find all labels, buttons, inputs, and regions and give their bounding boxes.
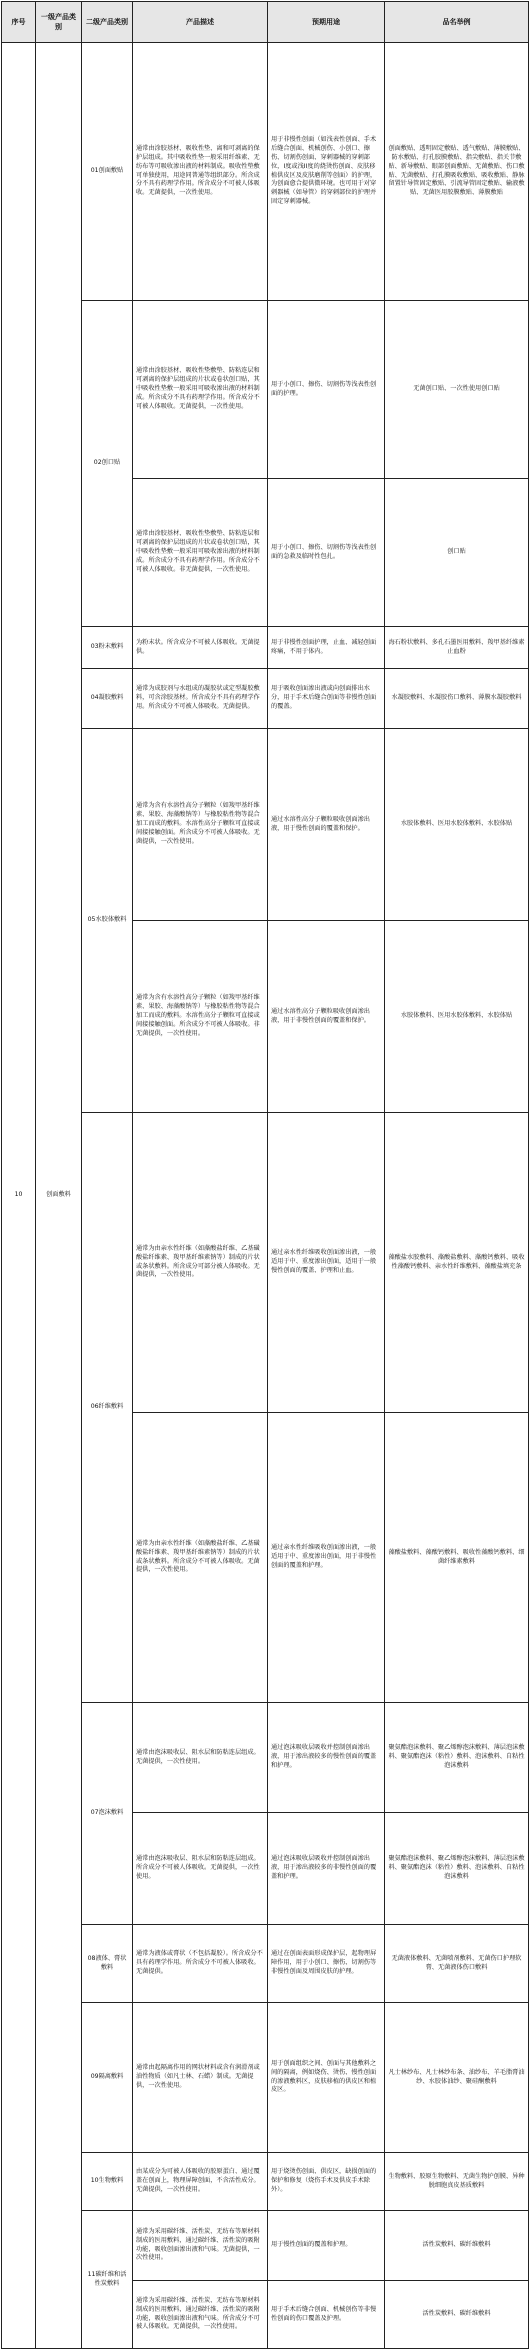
examples-cell: 凡士林纱布、凡士林纱布条、油纱布、羊毛脂膏油纱、水胶体油纱、聚硅酮敷料 <box>385 2003 529 2153</box>
examples-cell: 水胶体敷料、医用水胶体敷料、水胶体贴 <box>385 921 529 1113</box>
table-row <box>2 43 529 301</box>
table-row <box>2 1925 529 2003</box>
table-body <box>2 43 529 2349</box>
description-cell: 由某成分为可被人体吸收的胶原蛋白、通过覆盖在创面上，物理屏障创面，不含活性成分。无菌提供，一次性使用。 <box>133 2153 268 2211</box>
header-product-examples: 品名举例 <box>385 2 529 43</box>
description-cell: 为粉末状。所含成分不可被人体吸收。无菌提供。 <box>133 627 268 669</box>
table-row <box>2 627 529 669</box>
intended-use-cell: 用于创面组织之间、创面与其他敷料之间的隔离，例如烧伤、烫伤、慢性创面的渗液敷料区，皮肤移植的供皮区和植皮区。 <box>268 2003 385 2153</box>
header-intended-use: 预期用途 <box>268 2 385 43</box>
description-cell: 通常为采用碳纤维、活性炭、无纺布等原材料制成的医用敷料，通过碳纤维、活性炭的吸附功能，吸收创面渗出液和气味。所含成分不可被人体吸收。无菌提供，一次性使用。 <box>133 2281 268 2349</box>
header-level1-category: 一级产品类别 <box>36 2 82 43</box>
table-header-row <box>2 2 529 43</box>
level2-category-cell: 03粉末敷料 <box>82 627 133 669</box>
intended-use-cell: 通过亲水性纤维吸收创面渗出液，一般适用于中、重度渗出创面，适用于一般慢性创面的覆盖、护理和止血。 <box>268 1113 385 1413</box>
level2-category-cell: 06纤维敷料 <box>82 1113 133 1703</box>
description-cell: 通常由泡沫吸收层、阻水层和防粘连层组成。无菌提供，一次性使用。 <box>133 1703 268 1813</box>
intended-use-cell: 通过亲水性纤维吸收创面渗出液，一般适用于中、重度渗出创面，用于非慢性创面的覆盖和护理。 <box>268 1413 385 1703</box>
table-row <box>2 729 529 921</box>
table-row <box>2 669 529 729</box>
intended-use-cell: 用于非慢性创面护理，止血、减轻创面疼痛，不用于体内。 <box>268 627 385 669</box>
description-cell: 通常为液体或膏状（不包括凝胶）。所含成分不具有药理学作用。所含成分不可被人体吸收。无菌提供。 <box>133 1925 268 2003</box>
description-cell: 通常由涂胶基材、吸收性垫敷垫、防粘连层和可剥离的保护层组成的片状或卷状创口贴，其中吸收性垫敷一般采用可吸收渗出液的材料制成。所含成分不具有药理学作用。所含成分不可被人体吸收。无菌提供，一次性使用。 <box>133 301 268 479</box>
description-cell: 通常为含有水溶性高分子颗粒（如羧甲基纤维素、果胶、海藻酸钠等）与橡胶粘性物等混合加工而成的敷料。水溶性高分子颗粒可直接或间接接触创面。所含成分不可被人体吸收。非无菌提供，一次性使用。 <box>133 921 268 1113</box>
examples-cell: 创面敷贴、透明固定敷贴、透气敷贴、薄膜敷贴、防水敷贴、打孔胶膜敷贴、指尖敷贴、指关节敷贴、新导敷贴、眼部创面敷贴、无菌敷贴、伤口敷贴、无菌敷贴、打孔膜吸收敷贴、吸收敷贴、静脉留置针导管固定敷贴、引流导管固定敷贴、输液敷贴、无菌医用胶膜敷贴、薄膜敷贴 <box>385 43 529 301</box>
level2-category-cell: 01创面敷贴 <box>82 43 133 301</box>
examples-cell: 聚氨酯泡沫敷料、聚乙烯醇泡沫敷料、薄层泡沫敷料、聚氨酯泡沫（粘性）敷料、泡沫敷料、自粘性泡沫敷料 <box>385 1813 529 1925</box>
header-level2-category: 二级产品类别 <box>82 2 133 43</box>
table-row <box>2 301 529 479</box>
table-row <box>2 2211 529 2281</box>
description-cell: 通常为由亲水性纤维（如藻酸盐纤维、乙基磺酸盐纤维素、羧甲基纤维素钠等）制成的片状或条状敷料。所含成分不可被人体吸收。无菌提供，一次性使用。 <box>133 1413 268 1703</box>
table-row <box>2 2153 529 2211</box>
level2-category-cell: 10生物敷料 <box>82 2153 133 2211</box>
description-cell: 通常由起隔离作用的网状材料或含有润滑剂或油性物质（如凡士林、石蜡）制成。无菌提供，一次性使用。 <box>133 2003 268 2153</box>
level1-category-cell: 创面敷料 <box>36 43 82 2349</box>
examples-cell: 水凝胶敷料、水凝胶伤口敷料、薄膜水凝胶敷料 <box>385 669 529 729</box>
intended-use-cell: 用于慢性创面的覆盖和护理。 <box>268 2211 385 2281</box>
device-classification-table <box>1 1 529 2349</box>
examples-cell: 聚氨酯泡沫敷料、聚乙烯醇泡沫敷料、薄层泡沫敷料、聚氨酯泡沫（粘性）敷料、泡沫敷料、自粘性泡沫敷料 <box>385 1703 529 1813</box>
level2-category-cell: 07泡沫敷料 <box>82 1703 133 1925</box>
examples-cell: 无菌液体敷料、无菌喷剂敷料、无菌伤口护理软膏、无菌液体伤口敷料 <box>385 1925 529 2003</box>
description-cell: 通常为采用碳纤维、活性炭、无纺布等原材料制成的医用敷料，通过碳纤维、活性炭的吸附功能，吸收创面渗出液和气味。无菌提供，一次性使用。 <box>133 2211 268 2281</box>
level2-category-cell: 04凝胶敷料 <box>82 669 133 729</box>
intended-use-cell: 通过水溶性高分子颗粒吸收创面渗出液，用于慢性创面的覆盖和保护。 <box>268 729 385 921</box>
intended-use-cell: 用于非慢性创面（如浅表性创面、手术后缝合创面、机械创伤、小创口、擦伤、切割伤创面、穿刺器械的穿刺部位，I度或浅II度的烧烫伤创面、皮肤移植供皮区及皮肤磨削等创面）的护理，为创面愈合提供微环境。也可用于对穿刺器械（如导管）的穿刺部位的护理并固定穿刺器械。 <box>268 43 385 301</box>
level2-category-cell: 11碳纤维和活性炭敷料 <box>82 2211 133 2349</box>
table-row <box>2 1113 529 1413</box>
description-cell: 通常为由亲水性纤维（如藻酸盐纤维、乙基磺酸盐纤维素、羧甲基纤维素钠等）制成的片状或条状敷料。所含成分可部分被人体吸收。无菌提供，一次性使用。 <box>133 1113 268 1413</box>
intended-use-cell: 通过水溶性高分子颗粒吸收创面渗出液，用于非慢性创面的覆盖和保护。 <box>268 921 385 1113</box>
description-cell: 通常由涂胶基材、吸收性垫、离和可剥离的保护层组成。其中吸收性垫一般采用纤维素、无纺布等可吸收渗出液的材料制成。吸收性垫敷可单独使用，用途同普通等组织部分。所含成分不具有药理学作用。所含成分不可被人体吸收。无菌提供，一次性使用。 <box>133 43 268 301</box>
examples-cell: 生物敷料、胶原生物敷料、无菌生物护创膜、异种脱细胞真皮基质敷料 <box>385 2153 529 2211</box>
level2-category-cell: 08液体、膏状敷料 <box>82 1925 133 2003</box>
intended-use-cell: 通过泡沫吸收层吸收并控制创面渗出液，用于渗出液较多的非慢性创面的覆盖和护理。 <box>268 1813 385 1925</box>
examples-cell: 活性炭敷料、碳纤维敷料 <box>385 2211 529 2281</box>
level2-category-cell: 05水胶体敷料 <box>82 729 133 1113</box>
seq-cell: 10 <box>2 43 36 2349</box>
intended-use-cell: 用于手术后缝合创面、机械创伤等非慢性创面的伤口覆盖及护理。 <box>268 2281 385 2349</box>
intended-use-cell: 通过泡沫吸收层吸收并控制创面渗出液，用于渗出液较多的慢性创面的覆盖和护理。 <box>268 1703 385 1813</box>
header-product-description: 产品描述 <box>133 2 268 43</box>
table-row <box>2 1703 529 1813</box>
examples-cell: 水胶体敷料、医用水胶体敷料、水胶体贴 <box>385 729 529 921</box>
examples-cell: 藻酸盐水胶敷料、藻酸盐敷料、藻酸钙敷料、吸收性藻酸钙敷料、亲水性纤维敷料、藻酸盐填充条 <box>385 1113 529 1413</box>
examples-cell: 藻酸盐敷料、藻酸钙敷料、吸收性藻酸钙敷料、细菌纤维素敷料 <box>385 1413 529 1703</box>
description-cell: 通常为含有水溶性高分子颗粒（如羧甲基纤维素、果胶、海藻酸钠等）与橡胶粘性物等混合加工而成的敷料。水溶性高分子颗粒可直接或间接接触创面。所含成分不可被人体吸收。无菌提供，一次性使用。 <box>133 729 268 921</box>
intended-use-cell: 用于烧烫伤创面、供皮区，缺损创面的保护和修复（烧伤手术及供皮手术除外）。 <box>268 2153 385 2211</box>
examples-cell: 创口贴 <box>385 479 529 627</box>
header-seq: 序号 <box>2 2 36 43</box>
intended-use-cell: 用于吸收创面渗出液或向创面排出水分，用于手术后缝合创面等非慢性创面的覆盖。 <box>268 669 385 729</box>
description-cell: 通常由泡沫吸收层、阻水层和防粘连层组成。所含成分不可被人体吸收。无菌提供，一次性使用。 <box>133 1813 268 1925</box>
level2-category-cell: 02创口贴 <box>82 301 133 627</box>
examples-cell: 无菌创口贴、一次性使用创口贴 <box>385 301 529 479</box>
intended-use-cell: 通过在创面表面形成保护层，起物理屏障作用，用于小创口、擦伤、切割伤等非慢性创面及周围皮肤的护理。 <box>268 1925 385 2003</box>
intended-use-cell: 用于小创口、擦伤、切割伤等浅表性创面的护理。 <box>268 301 385 479</box>
intended-use-cell: 用于小创口、擦伤、切割伤等浅表性创面的急救及临时性包扎。 <box>268 479 385 627</box>
table-row <box>2 2003 529 2153</box>
description-cell: 通常为成胶剂与水组成的凝胶状或定型凝胶敷料，可含涂胶基材。所含成分不具有药理学作用。所含成分不可被人体吸收。无菌提供。 <box>133 669 268 729</box>
description-cell: 通常由涂胶基材、吸收性垫敷垫、防粘连层和可剥离的保护层组成的片状或卷状创口贴，其中吸收性垫敷一般采用可吸收渗出液的材料制成。所含成分不具有药理学作用。所含成分不可被人体吸收。非无菌提供，一次性使用。 <box>133 479 268 627</box>
level2-category-cell: 09隔离敷料 <box>82 2003 133 2153</box>
examples-cell: 活性炭敷料、碳纤维敷料 <box>385 2281 529 2349</box>
examples-cell: 海石粉状敷料、多孔石墨医用敷料、羧甲基纤维素止血粉 <box>385 627 529 669</box>
